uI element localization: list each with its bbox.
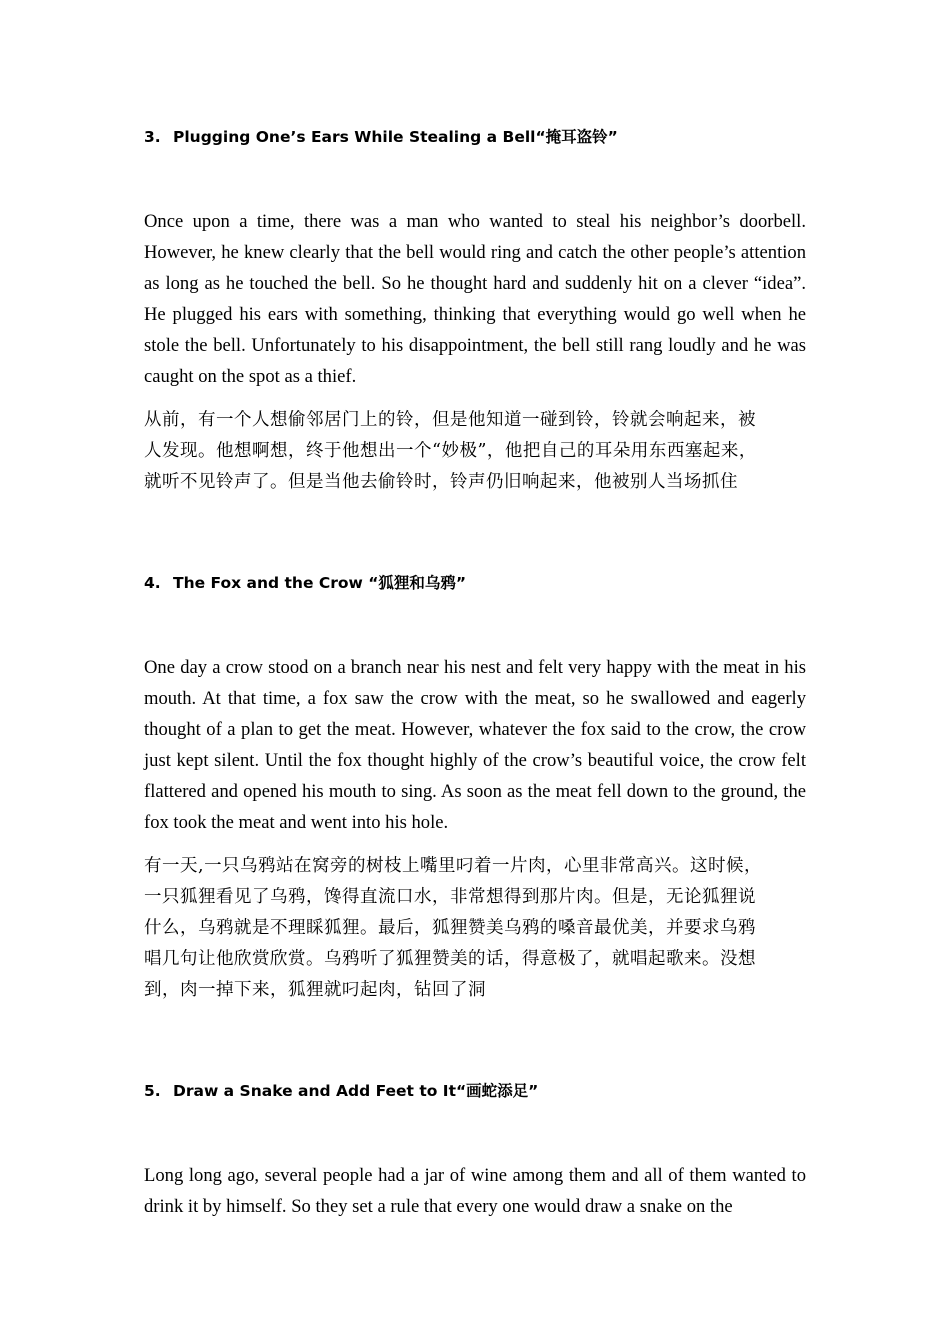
- chinese-line: 从前，有一个人想偷邻居门上的铃，但是他知道一碰到铃，铃就会响起来，被: [144, 410, 756, 430]
- section-title: Draw a Snake and Add Feet to It“画蛇添足”: [173, 1082, 539, 1100]
- section-number: 4.: [144, 574, 161, 592]
- section-title: The Fox and the Crow “狐狸和乌鸦”: [173, 574, 467, 592]
- chinese-line: 一只狐狸看见了乌鸦，馋得直流口水，非常想得到那片肉。但是，无论狐狸说: [144, 887, 756, 907]
- section-english-paragraph-3: Once upon a time, there was a man who wanted to steal his neighbor’s doorbell. However, he knew clearly that the bell would ring and catch the other people’s attention as long as he touched the bell. So he thought hard and suddenly hit on a clever “idea”. He plugged his ears with something, thinking that everything would go well when he stole the bell. Unfortunately to his disappointment, the bell still rang loudly and he was caught on the spot as a thief.: [144, 211, 806, 387]
- chinese-line: 就听不见铃声了。但是当他去偷铃时，铃声仍旧响起来，他被别人当场抓住: [144, 472, 738, 492]
- section-number: 3.: [144, 128, 161, 146]
- section-heading-3: [144, 127, 618, 147]
- chinese-line: 人发现。他想啊想，终于他想出一个“妙极”，他把自己的耳朵用东西塞起来，: [144, 441, 757, 461]
- section-heading-5: [144, 1081, 538, 1101]
- section-english-paragraph-5: Long long ago, several people had a jar of wine among them and all of them wanted to drink it by himself. So they set a rule that every one would draw a snake on the: [144, 1165, 806, 1217]
- chinese-line: 唱几句让他欣赏欣赏。乌鸦听了狐狸赞美的话，得意极了，就唱起歌来。没想: [144, 949, 756, 969]
- section-title: Plugging One’s Ears While Stealing a Bell“掩耳盗铃”: [173, 128, 618, 146]
- section-english-paragraph-4: One day a crow stood on a branch near his nest and felt very happy with the meat in his mouth. At that time, a fox saw the crow with the meat, so he swallowed and eagerly thought of a plan to get the meat. However, whatever the fox said to the crow, the crow just kept silent. Until the fox thought highly of the crow’s beautiful voice, the crow felt flattered and opened his mouth to sing. As soon as the meat fell down to the ground, the fox took the meat and went into his hole.: [144, 657, 806, 833]
- chinese-line: 有一天,一只乌鸦站在窝旁的树枝上嘴里叼着一片肉，心里非常高兴。这时候，: [144, 856, 763, 876]
- chinese-line: 到，肉一掉下来，狐狸就叼起肉，钻回了洞: [144, 980, 486, 1000]
- section-chinese-paragraph-3: [144, 405, 816, 498]
- chinese-line: 什么，乌鸦就是不理睬狐狸。最后，狐狸赞美乌鸦的嗓音最优美，并要求乌鸦: [144, 918, 756, 938]
- section-chinese-paragraph-4: [144, 851, 816, 1006]
- section-number: 5.: [144, 1082, 161, 1100]
- section-heading-4: [144, 573, 466, 593]
